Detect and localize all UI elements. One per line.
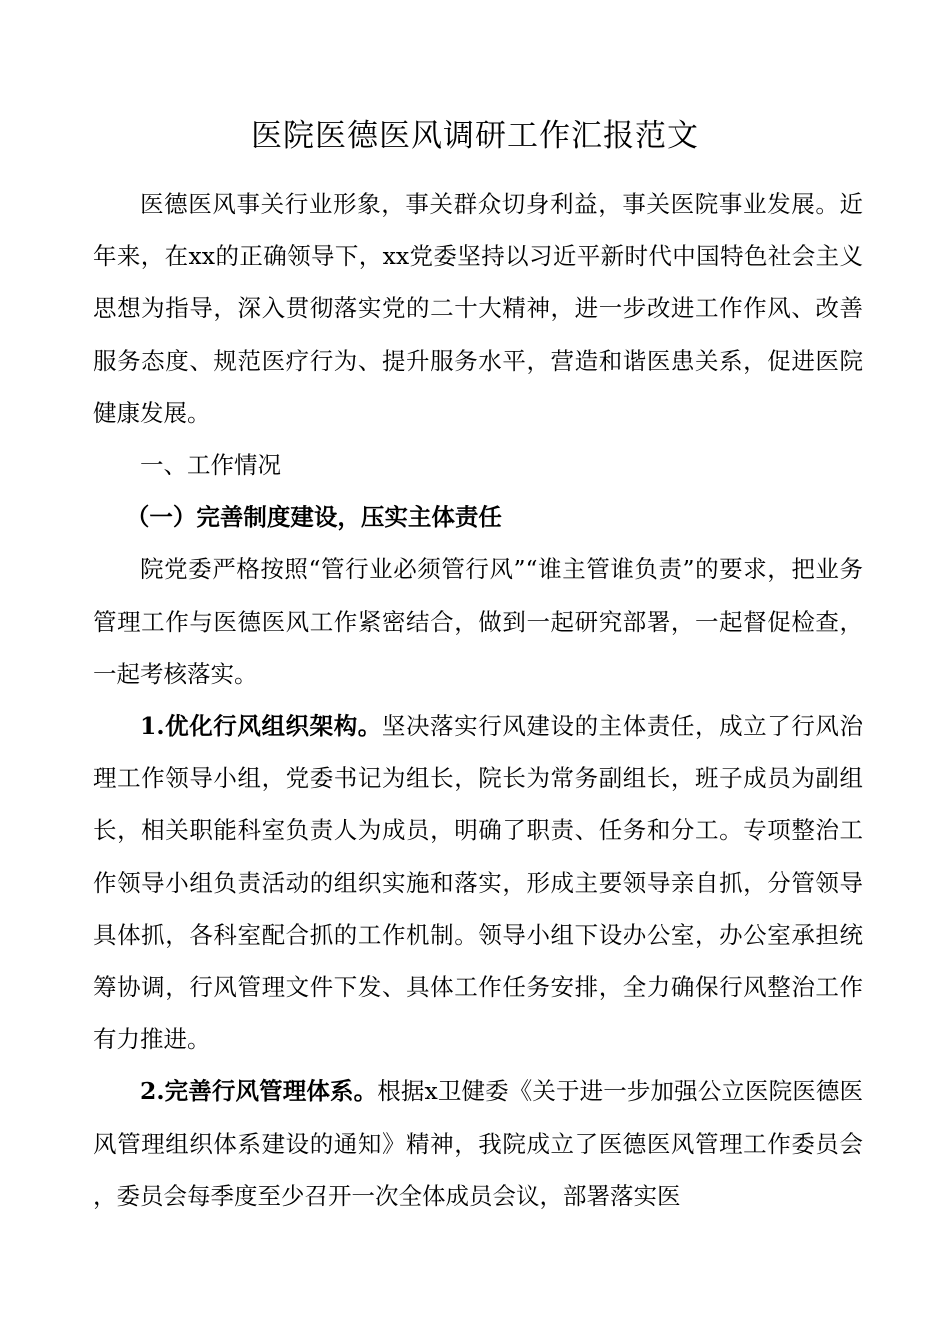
item-paragraph-2 — [93, 1065, 863, 1222]
subsection-heading-system-building: （一）完善制度建设，压实主体责任 — [125, 503, 502, 532]
subsection-paragraph: 院党委严格按照“管行业必须管行风”“谁主管谁负责”的要求，把业务管理工作与医德医风工作紧密结合，做到一起研究部署，一起督促检查，一起考核落实。 — [93, 555, 863, 688]
item-text-2: 根据x卫健委《关于进一步加强公立医院医德医风管理组织体系建设的通知》精神，我院成立了医德医风管理工作委员会，委员会每季度至少召开一次全体成员会议，部署落实医 — [93, 1077, 863, 1210]
item-paragraph-1 — [93, 700, 863, 1065]
item-lead-1: 1.优化行风组织架构。 — [140, 712, 382, 741]
document-title: 医院医德医风调研工作汇报范文 — [251, 118, 699, 154]
section-heading-work-status: 一、工作情况 — [140, 451, 281, 480]
item-text-1: 坚决落实行风建设的主体责任，成立了行风治理工作领导小组，党委书记为组长，院长为常务副组长，班子成员为副组长，相关职能科室负责人为成员，明确了职责、任务和分工。专项整治工作领导小组负责活动的组织实施和落实，形成主要领导亲自抓，分管领导具体抓，各科室配合抓的工作机制。领导小组下设办公室，办公室承担统筹协调，行风管理文件下发、具体工作任务安排，全力确保行风整治工作有力推进。 — [93, 712, 863, 1054]
item-lead-2: 2.完善行风管理体系。 — [140, 1077, 378, 1106]
document-body — [93, 178, 863, 1222]
intro-paragraph: 医德医风事关行业形象，事关群众切身利益，事关医院事业发展。近年来，在xx的正确领导下，xx党委坚持以习近平新时代中国特色社会主义思想为指导，深入贯彻落实党的二十大精神，进一步改进工作作风、改善服务态度、规范医疗行为、提升服务水平，营造和谐医患关系，促进医院健康发展。 — [93, 190, 863, 427]
